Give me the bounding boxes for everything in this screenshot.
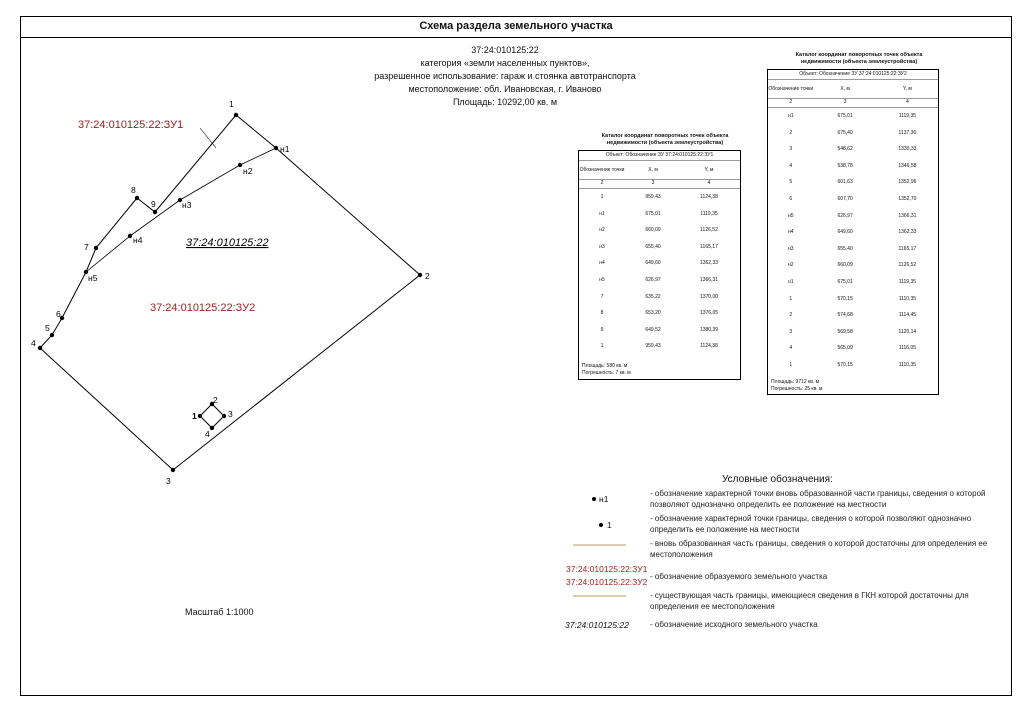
legend-source: 37:24:010125:22 bbox=[565, 620, 629, 630]
table-row bbox=[768, 340, 938, 357]
table-cell: 6 bbox=[789, 195, 793, 202]
point-n1 bbox=[274, 146, 278, 150]
table-row bbox=[579, 189, 740, 206]
catalog2-header-x: X, м bbox=[840, 86, 850, 92]
table-cell: 660,09 bbox=[645, 227, 661, 234]
table-cell: 660,09 bbox=[837, 262, 853, 269]
inner-square bbox=[200, 404, 224, 428]
table-row bbox=[768, 357, 938, 374]
scale-label: Масштаб 1:1000 bbox=[185, 607, 254, 617]
label-5: 5 bbox=[45, 323, 50, 333]
table-cell: 3 bbox=[789, 328, 793, 335]
point-8 bbox=[135, 196, 139, 200]
label-s2: 2 bbox=[213, 395, 218, 405]
zu1-leader bbox=[200, 128, 216, 148]
info-line-area: Площадь: 10292,00 кв. м bbox=[452, 97, 558, 107]
legend-title: Условные обозначения: bbox=[722, 474, 833, 485]
table-cell: 1137,36 bbox=[898, 129, 917, 136]
label-s4: 4 bbox=[205, 429, 210, 439]
table-cell: 1380,39 bbox=[699, 326, 719, 333]
legend-desc-new-point: - обозначение характерной точки вновь образованной части границы, сведения о которой позволяют однозначно определить ее положение на местности bbox=[650, 489, 986, 509]
catalog2-area-block bbox=[771, 379, 823, 393]
table-cell: 4 bbox=[789, 345, 793, 352]
catalog2-area: Площадь: 9712 кв. м bbox=[771, 379, 820, 385]
table-cell: 1366,31 bbox=[699, 276, 719, 283]
point-n2 bbox=[238, 163, 242, 167]
info-line-cadastral: 37:24:010125:22 bbox=[471, 45, 539, 55]
catalog1-index-2: 3 bbox=[651, 180, 655, 186]
catalog2-error: Погрешность: 25 кв. м bbox=[771, 386, 823, 392]
table-row bbox=[579, 272, 740, 289]
catalog2-index-1: 2 bbox=[789, 99, 793, 105]
table-cell: 675,40 bbox=[837, 129, 853, 136]
catalog2-header-y: Y, м bbox=[902, 86, 912, 92]
table-cell: 607,70 bbox=[837, 195, 853, 202]
table-cell: 1119,35 bbox=[898, 113, 917, 119]
zu2-label: 37:24:010125:22:ЗУ2 bbox=[150, 302, 256, 314]
table-row bbox=[768, 174, 938, 191]
table-cell: 1119,35 bbox=[700, 210, 718, 217]
legend-desc-new-border: - вновь образованная часть границы, сведения о которой достаточны для определения ее местоположения bbox=[650, 539, 988, 559]
table-row bbox=[768, 125, 938, 142]
table-cell: 569,58 bbox=[837, 328, 853, 335]
catalog1-header-point: Обозначение точки bbox=[579, 167, 625, 173]
label-n5: н5 bbox=[88, 273, 98, 283]
label-2: 2 bbox=[425, 271, 430, 281]
table-cell: 1 bbox=[600, 343, 604, 350]
catalog1-object: Объект: Обозначение ЗУ 37:24:010125:22:ЗУ1 bbox=[579, 151, 740, 161]
point-s1 bbox=[198, 414, 202, 418]
table-cell: н1 bbox=[599, 210, 605, 217]
legend-sample-1: 1 bbox=[607, 520, 612, 530]
table-cell: 5 bbox=[789, 179, 793, 186]
legend-desc-parcel: - обозначение образуемого земельного участка bbox=[650, 572, 828, 581]
table-cell: 1362,33 bbox=[898, 229, 917, 236]
table-cell: 1352,70 bbox=[898, 195, 917, 202]
legend-desc-existing-border: - существующая часть границы, имеющиеся сведения в ГКН которой достаточны для определения ее местоположения bbox=[650, 591, 969, 611]
table-cell: 1346,58 bbox=[898, 162, 917, 169]
point-s4 bbox=[210, 426, 214, 430]
label-s1: 1 bbox=[192, 411, 197, 421]
table-row bbox=[768, 257, 938, 274]
table-cell: 1124,38 bbox=[700, 343, 718, 350]
catalog1-area-block bbox=[582, 363, 631, 377]
table-cell: 574,68 bbox=[837, 312, 853, 319]
table-row bbox=[579, 289, 740, 306]
label-n3: н3 bbox=[182, 200, 192, 210]
table-cell: 1126,52 bbox=[700, 227, 718, 234]
table-cell: н1 bbox=[787, 113, 794, 119]
table-cell: н2 bbox=[599, 227, 605, 234]
table-cell: н3 bbox=[787, 245, 794, 252]
table-row bbox=[579, 239, 740, 256]
table-cell: 1370,00 bbox=[699, 293, 719, 300]
document-title: Схема раздела земельного участка bbox=[20, 16, 1012, 38]
table-cell: 9 bbox=[600, 326, 604, 333]
catalog1-header bbox=[579, 161, 740, 180]
table-cell: 2 bbox=[789, 129, 793, 136]
table-cell: 626,97 bbox=[645, 276, 661, 283]
table-cell: 7 bbox=[600, 293, 604, 300]
table-cell: 1362,33 bbox=[699, 260, 719, 267]
table-cell: 675,01 bbox=[837, 113, 853, 119]
table-cell: 1165,17 bbox=[898, 245, 917, 252]
catalog2-header bbox=[768, 80, 938, 99]
table-row bbox=[768, 108, 938, 125]
catalog1-area: Площадь: 580 кв. м bbox=[582, 363, 628, 369]
catalog2-index-3: 4 bbox=[905, 99, 909, 105]
legend-zu2: 37:24:010125:22:ЗУ2 bbox=[566, 577, 648, 587]
table-cell: 655,40 bbox=[837, 245, 853, 252]
table-row bbox=[768, 158, 938, 175]
table-row bbox=[768, 324, 938, 341]
label-7: 7 bbox=[84, 242, 89, 252]
table-cell: 538,78 bbox=[837, 162, 853, 169]
table-row bbox=[579, 222, 740, 239]
table-cell: 1165,17 bbox=[700, 243, 718, 250]
point-n4 bbox=[128, 234, 132, 238]
catalog1-title: Каталог координат поворотных точек объекта недвижимости (объекта землеустройства) bbox=[601, 133, 729, 146]
table-cell: 1352,96 bbox=[898, 179, 917, 186]
catalog1-index-row bbox=[579, 180, 740, 189]
table-row bbox=[768, 274, 938, 291]
catalog2-index-row bbox=[768, 99, 938, 108]
table-cell: 565,09 bbox=[837, 345, 853, 352]
catalog2-table bbox=[767, 69, 939, 395]
table-cell: 675,01 bbox=[837, 278, 853, 285]
table-cell: 570,15 bbox=[837, 295, 853, 302]
label-9: 9 bbox=[151, 199, 156, 209]
point-3 bbox=[171, 468, 175, 472]
table-cell: 1120,14 bbox=[898, 328, 917, 335]
table-cell: 570,15 bbox=[837, 361, 853, 368]
table-cell: 626,97 bbox=[837, 212, 853, 219]
table-row bbox=[579, 305, 740, 322]
catalog2-index-2: 3 bbox=[843, 99, 847, 105]
point-4 bbox=[38, 346, 42, 350]
info-line-usage: разрешенное использование: гараж и стоянка автотранспорта bbox=[374, 71, 636, 81]
table-cell: 1330,33 bbox=[898, 146, 917, 153]
table-cell: 1366,31 bbox=[898, 212, 917, 219]
table-cell: 601,63 bbox=[837, 179, 853, 186]
table-row bbox=[768, 208, 938, 225]
table-cell: 649,60 bbox=[837, 229, 853, 236]
legend-dot-point bbox=[599, 523, 603, 527]
table-row bbox=[579, 338, 740, 355]
info-line-category: категория «земли населенных пунктов», bbox=[420, 58, 590, 68]
catalog2-object: Объект: Обозначение ЗУ 37:24:010125:22:ЗУ2 bbox=[768, 70, 938, 80]
label-3: 3 bbox=[166, 476, 171, 486]
source-parcel-label: 37:24:010125:22 bbox=[186, 237, 269, 249]
table-cell: 1116,05 bbox=[898, 345, 917, 352]
legend-dot-new-point bbox=[592, 497, 596, 501]
catalog2-title: Каталог координат поворотных точек объекта недвижимости (объекта землеустройства) bbox=[795, 52, 923, 65]
table-row bbox=[768, 291, 938, 308]
table-cell: н4 bbox=[599, 260, 605, 267]
catalog1-error: Погрешность: 7 кв. м bbox=[582, 370, 631, 376]
table-cell: н3 bbox=[599, 243, 605, 250]
table-cell: 1376,05 bbox=[699, 310, 719, 317]
table-cell: 1114,45 bbox=[898, 312, 917, 319]
table-row bbox=[768, 307, 938, 324]
table-cell: н5 bbox=[599, 276, 605, 283]
table-cell: 1 bbox=[789, 295, 793, 302]
table-cell: 1 bbox=[600, 194, 604, 200]
table-cell: 649,52 bbox=[645, 326, 661, 333]
catalog1-rows bbox=[579, 189, 740, 355]
point-1 bbox=[234, 113, 238, 117]
label-n4: н4 bbox=[133, 235, 143, 245]
table-cell: 3 bbox=[789, 146, 793, 153]
table-row bbox=[579, 206, 740, 223]
zu1-label: 37:24:010125:22:ЗУ1 bbox=[78, 119, 184, 131]
table-row bbox=[768, 141, 938, 158]
catalog1-index-3: 4 bbox=[707, 180, 711, 186]
table-cell: 1 bbox=[789, 361, 793, 368]
table-cell: 649,60 bbox=[645, 260, 661, 267]
table-row bbox=[768, 224, 938, 241]
label-1: 1 bbox=[229, 99, 234, 109]
label-8: 8 bbox=[131, 185, 136, 195]
table-row bbox=[768, 191, 938, 208]
catalog1-index-1: 2 bbox=[600, 180, 604, 186]
catalog1-table bbox=[578, 150, 741, 380]
legend-zu1: 37:24:010125:22:ЗУ1 bbox=[566, 564, 648, 574]
legend-desc-point: - обозначение характерной точки границы, сведения о которой позволяют однозначно определить ее положение на местности bbox=[650, 514, 972, 534]
label-n1: н1 bbox=[280, 144, 290, 154]
table-cell: 959,43 bbox=[645, 343, 661, 350]
label-s3: 3 bbox=[228, 409, 233, 419]
point-2 bbox=[418, 273, 422, 277]
table-cell: 1110,35 bbox=[898, 295, 917, 302]
table-cell: 1110,35 bbox=[898, 361, 917, 368]
table-cell: 959,43 bbox=[645, 194, 661, 200]
point-9 bbox=[153, 210, 157, 214]
catalog2-rows bbox=[768, 108, 938, 374]
table-row bbox=[768, 241, 938, 258]
table-cell: 653,20 bbox=[645, 310, 661, 317]
label-4: 4 bbox=[31, 338, 36, 348]
table-cell: н1 bbox=[787, 278, 794, 285]
label-6: 6 bbox=[56, 309, 61, 319]
table-cell: н4 bbox=[787, 229, 794, 236]
table-cell: н5 bbox=[787, 212, 794, 219]
table-cell: 655,40 bbox=[645, 243, 661, 250]
table-cell: 8 bbox=[600, 310, 604, 317]
info-line-location: местоположение: обл. Ивановская, г. Иваново bbox=[408, 84, 602, 94]
table-cell: 635,22 bbox=[645, 293, 661, 300]
table-cell: 1126,52 bbox=[898, 262, 917, 269]
catalog2-header-point: Обозначение точки bbox=[768, 86, 814, 92]
table-cell: 675,01 bbox=[645, 210, 661, 217]
point-5 bbox=[50, 333, 54, 337]
label-n2: н2 bbox=[243, 166, 253, 176]
point-7 bbox=[94, 246, 98, 250]
table-row bbox=[579, 255, 740, 272]
point-s3 bbox=[222, 414, 226, 418]
legend-sample-n1: н1 bbox=[599, 494, 609, 504]
catalog1-header-x: X, м bbox=[648, 167, 658, 173]
table-cell: 1119,35 bbox=[898, 278, 917, 285]
table-cell: н2 bbox=[787, 262, 794, 269]
table-row bbox=[579, 322, 740, 339]
catalog1-header-y: Y, м bbox=[704, 167, 714, 173]
table-cell: 1124,38 bbox=[700, 194, 718, 200]
table-cell: 2 bbox=[789, 312, 793, 319]
legend-desc-source: - обозначение исходного земельного участка bbox=[650, 620, 818, 629]
table-cell: 548,62 bbox=[837, 146, 853, 153]
table-cell: 4 bbox=[789, 162, 793, 169]
